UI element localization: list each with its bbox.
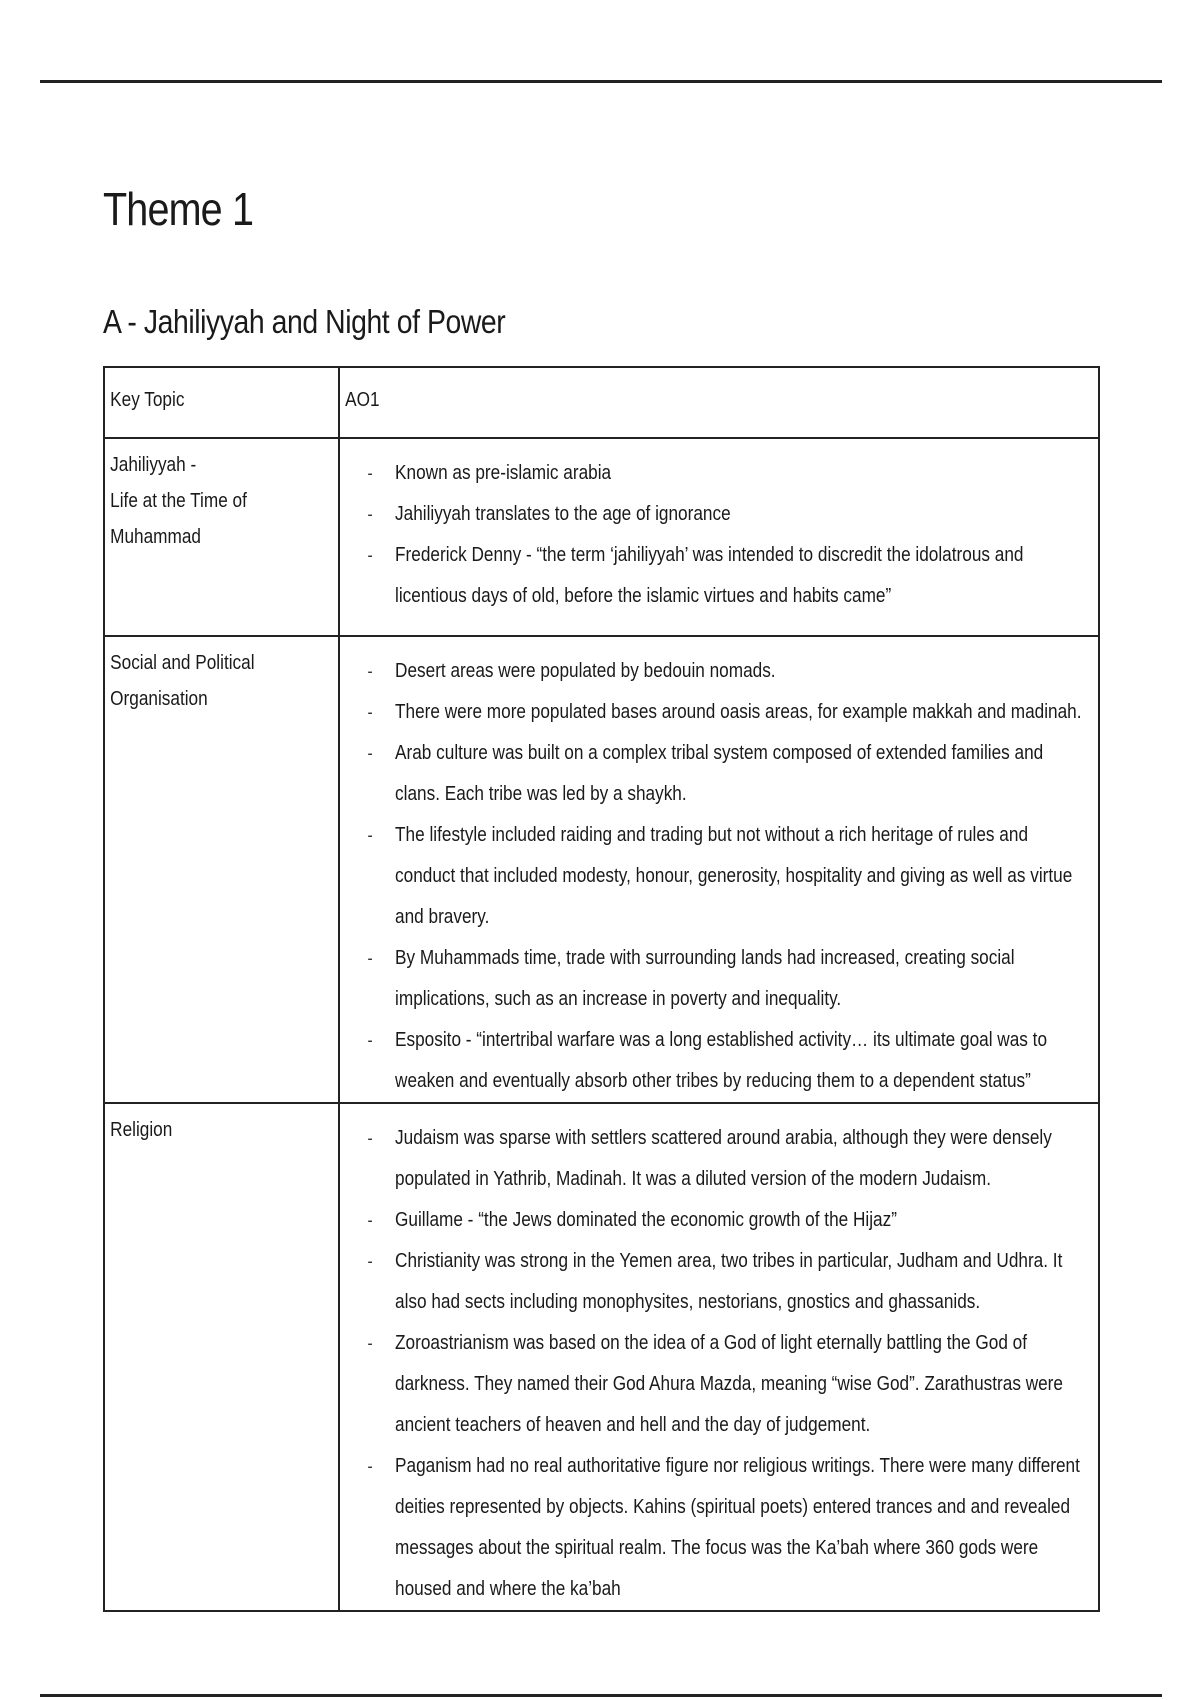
table-row	[104, 438, 1099, 636]
list-item-text: By Muhammads time, trade with surrounding lands had increased, creating social implications, such as an increase in poverty and inequality.	[395, 947, 1015, 1010]
bullet-marker: -	[367, 1210, 373, 1230]
list-item	[340, 1323, 1096, 1446]
bullet-list	[340, 637, 1096, 1102]
header-cell-key-topic	[104, 367, 339, 438]
bullet-marker: -	[367, 661, 373, 681]
list-item	[340, 651, 1096, 692]
list-item-text: Desert areas were populated by bedouin nomads.	[395, 660, 776, 682]
header-rule	[40, 80, 1162, 83]
list-item-text: The lifestyle included raiding and trading but not without a rich heritage of rules and conduct that included modesty, honour, generosity, hospitality and giving as well as virtue and bravery.	[395, 824, 1073, 928]
bullet-marker: -	[367, 948, 373, 968]
header-ao1: AO1	[345, 389, 380, 411]
list-item	[340, 1118, 1096, 1200]
list-item	[340, 938, 1096, 1020]
bullet-marker: -	[367, 545, 373, 565]
list-item-text: Arab culture was built on a complex tribal system composed of extended families and clans. Each tribe was led by a shaykh.	[395, 742, 1044, 805]
topic-label: Social and Political Organisation	[110, 652, 255, 710]
bullet-marker: -	[367, 1251, 373, 1271]
list-item-text: Christianity was strong in the Yemen area, two tribes in particular, Judham and Udhra. It also had sects including monophysites, nestorians, gnostics and ghassanids.	[395, 1250, 1063, 1313]
header-key-topic: Key Topic	[110, 389, 185, 411]
list-item	[340, 1200, 1096, 1241]
bullet-marker: -	[367, 1128, 373, 1148]
list-item-text: Frederick Denny - “the term ‘jahiliyyah’ was intended to discredit the idolatrous and licentious days of old, before the islamic virtues and habits came”	[395, 544, 1024, 607]
list-item	[340, 1020, 1096, 1102]
list-item	[340, 815, 1096, 938]
list-item	[340, 1446, 1096, 1610]
list-item-text: Esposito - “intertribal warfare was a long established activity… its ultimate goal was to weaken and eventually absorb other tribes by reducing them to a dependent status”	[395, 1029, 1048, 1092]
section-title: A - Jahiliyyah and Night of Power	[103, 303, 506, 340]
table-row	[104, 636, 1099, 1103]
list-item-text: Guillame - “the Jews dominated the economic growth of the Hijaz”	[395, 1209, 897, 1231]
topic-label: Religion	[110, 1119, 173, 1141]
bullet-marker: -	[367, 702, 373, 722]
list-item-text: Zoroastrianism was based on the idea of a God of light eternally battling the God of darkness. They named their God Ahura Mazda, meaning “wise God”. Zarathustras were ancient teachers of heaven and hell and the day of judgement.	[395, 1332, 1063, 1436]
list-item-text: There were more populated bases around oasis areas, for example makkah and madinah.	[395, 701, 1082, 723]
list-item-text: Judaism was sparse with settlers scattered around arabia, although they were densely populated in Yathrib, Madinah. It was a diluted version of the modern Judaism.	[395, 1127, 1052, 1190]
bullet-list	[340, 439, 1096, 617]
header-cell-ao1	[339, 367, 1099, 438]
bullet-marker: -	[367, 463, 373, 483]
notes-table	[103, 366, 1100, 1612]
list-item-text: Known as pre-islamic arabia	[395, 462, 612, 484]
bullet-marker: -	[367, 1456, 373, 1476]
list-item	[340, 692, 1096, 733]
topic-label: Jahiliyyah - Life at the Time of Muhammad	[110, 454, 247, 548]
points-cell	[339, 1103, 1099, 1611]
bullet-list	[340, 1104, 1096, 1610]
list-item	[340, 733, 1096, 815]
points-cell	[339, 438, 1099, 636]
table-header-row	[104, 367, 1099, 438]
bullet-marker: -	[367, 504, 373, 524]
list-item-text: Jahiliyyah translates to the age of ignorance	[395, 503, 731, 525]
topic-cell	[104, 1103, 339, 1611]
list-item-text: Paganism had no real authoritative figure nor religious writings. There were many different deities represented by objects. Kahins (spiritual poets) entered trances and and revealed messages about the spiritual realm. The focus was the Ka’bah where 360 gods were housed and where the ka’bah	[395, 1455, 1080, 1600]
topic-cell	[104, 438, 339, 636]
bullet-marker: -	[367, 743, 373, 763]
footer-rule	[40, 1694, 1162, 1697]
bullet-marker: -	[367, 1030, 373, 1050]
topic-cell	[104, 636, 339, 1103]
bullet-marker: -	[367, 825, 373, 845]
list-item	[340, 494, 1096, 535]
list-item	[340, 1241, 1096, 1323]
page-title: Theme 1	[103, 183, 254, 235]
bullet-marker: -	[367, 1333, 373, 1353]
list-item	[340, 535, 1096, 617]
table-row	[104, 1103, 1099, 1611]
points-cell	[339, 636, 1099, 1103]
list-item	[340, 453, 1096, 494]
